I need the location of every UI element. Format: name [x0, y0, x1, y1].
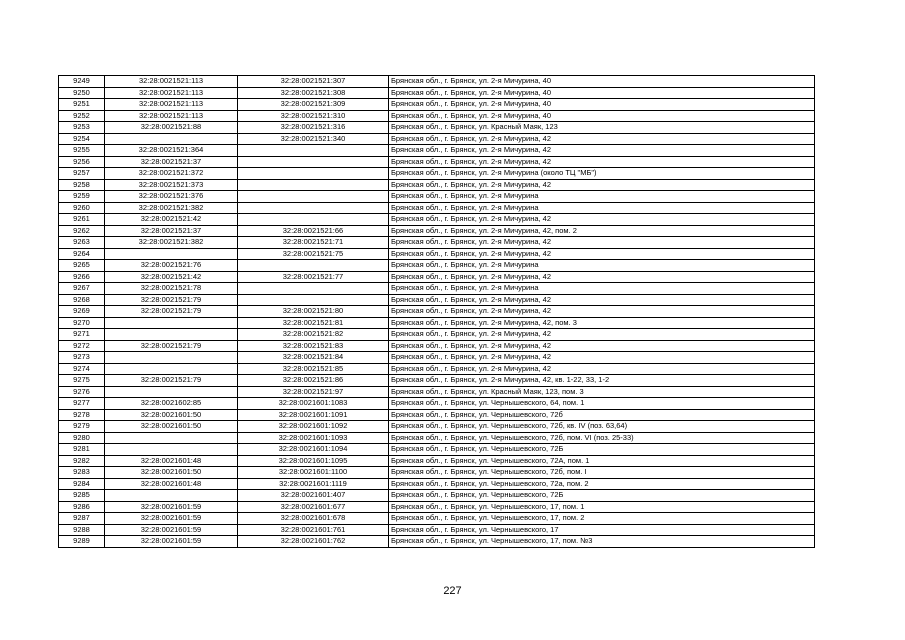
address-cell: Брянская обл., г. Брянск, ул. Чернышевского, 72б, пом. I: [389, 467, 815, 479]
source-parcel-cell: 32:28:0021521:42: [105, 214, 238, 226]
table-row: [59, 455, 815, 467]
object-number-cell: [238, 179, 389, 191]
source-parcel-cell: 32:28:0021602:85: [105, 398, 238, 410]
table-row: [59, 317, 815, 329]
source-parcel-cell: [105, 363, 238, 375]
address-cell: Брянская обл., г. Брянск, ул. 2-я Мичурина, 40: [389, 110, 815, 122]
address-cell: Брянская обл., г. Брянск, ул. Чернышевского, 17: [389, 524, 815, 536]
object-number-cell: 32:28:0021601:1119: [238, 478, 389, 490]
table-row: [59, 386, 815, 398]
source-parcel-cell: 32:28:0021521:382: [105, 237, 238, 249]
address-cell: Брянская обл., г. Брянск, ул. Чернышевского, 17, пом. 2: [389, 513, 815, 525]
row-number-cell: 9264: [59, 248, 105, 260]
object-number-cell: 32:28:0021521:86: [238, 375, 389, 387]
source-parcel-cell: 32:28:0021601:48: [105, 478, 238, 490]
object-number-cell: 32:28:0021601:1100: [238, 467, 389, 479]
row-number-cell: 9259: [59, 191, 105, 203]
table-row: [59, 363, 815, 375]
row-number-cell: 9279: [59, 421, 105, 433]
row-number-cell: 9286: [59, 501, 105, 513]
address-cell: Брянская обл., г. Брянск, ул. 2-я Мичурина, 42: [389, 237, 815, 249]
row-number-cell: 9278: [59, 409, 105, 421]
source-parcel-cell: [105, 352, 238, 364]
address-cell: Брянская обл., г. Брянск, ул. Чернышевского, 72б, кв. IV (поз. 63,64): [389, 421, 815, 433]
source-parcel-cell: [105, 386, 238, 398]
object-number-cell: [238, 214, 389, 226]
address-cell: Брянская обл., г. Брянск, ул. 2-я Мичурина: [389, 202, 815, 214]
row-number-cell: 9282: [59, 455, 105, 467]
row-number-cell: 9268: [59, 294, 105, 306]
object-number-cell: 32:28:0021601:1091: [238, 409, 389, 421]
object-number-cell: [238, 294, 389, 306]
source-parcel-cell: [105, 490, 238, 502]
table-row: [59, 156, 815, 168]
row-number-cell: 9258: [59, 179, 105, 191]
table-row: [59, 271, 815, 283]
table-row: [59, 110, 815, 122]
source-parcel-cell: 32:28:0021521:37: [105, 156, 238, 168]
row-number-cell: 9288: [59, 524, 105, 536]
cadastral-table: [58, 75, 815, 548]
source-parcel-cell: [105, 133, 238, 145]
object-number-cell: 32:28:0021521:307: [238, 76, 389, 88]
row-number-cell: 9275: [59, 375, 105, 387]
table-row: [59, 191, 815, 203]
object-number-cell: 32:28:0021601:407: [238, 490, 389, 502]
object-number-cell: 32:28:0021521:308: [238, 87, 389, 99]
table-row: [59, 432, 815, 444]
row-number-cell: 9283: [59, 467, 105, 479]
table-row: [59, 398, 815, 410]
object-number-cell: 32:28:0021601:1083: [238, 398, 389, 410]
address-cell: Брянская обл., г. Брянск, ул. 2-я Мичурина, 42, пом. 3: [389, 317, 815, 329]
source-parcel-cell: 32:28:0021601:59: [105, 536, 238, 548]
row-number-cell: 9260: [59, 202, 105, 214]
address-cell: Брянская обл., г. Брянск, ул. 2-я Мичурина, 42: [389, 363, 815, 375]
table-row: [59, 99, 815, 111]
source-parcel-cell: 32:28:0021601:50: [105, 421, 238, 433]
address-cell: Брянская обл., г. Брянск, ул. 2-я Мичурина, 42: [389, 340, 815, 352]
table-body: [59, 76, 815, 548]
address-cell: Брянская обл., г. Брянск, ул. Чернышевского, 72б: [389, 409, 815, 421]
object-number-cell: 32:28:0021521:82: [238, 329, 389, 341]
object-number-cell: 32:28:0021521:310: [238, 110, 389, 122]
address-cell: Брянская обл., г. Брянск, ул. 2-я Мичурина, 42, пом. 2: [389, 225, 815, 237]
table-row: [59, 340, 815, 352]
table-row: [59, 283, 815, 295]
table-row: [59, 225, 815, 237]
table-row: [59, 375, 815, 387]
object-number-cell: 32:28:0021601:677: [238, 501, 389, 513]
source-parcel-cell: 32:28:0021521:372: [105, 168, 238, 180]
table-row: [59, 409, 815, 421]
table-row: [59, 501, 815, 513]
document-page: [58, 75, 814, 548]
address-cell: Брянская обл., г. Брянск, ул. 2-я Мичурина, 42: [389, 156, 815, 168]
row-number-cell: 9252: [59, 110, 105, 122]
row-number-cell: 9267: [59, 283, 105, 295]
row-number-cell: 9265: [59, 260, 105, 272]
row-number-cell: 9254: [59, 133, 105, 145]
source-parcel-cell: 32:28:0021601:59: [105, 501, 238, 513]
source-parcel-cell: 32:28:0021521:113: [105, 87, 238, 99]
table-row: [59, 87, 815, 99]
row-number-cell: 9255: [59, 145, 105, 157]
source-parcel-cell: [105, 432, 238, 444]
source-parcel-cell: 32:28:0021521:79: [105, 306, 238, 318]
table-row: [59, 467, 815, 479]
source-parcel-cell: 32:28:0021601:59: [105, 513, 238, 525]
source-parcel-cell: 32:28:0021521:37: [105, 225, 238, 237]
address-cell: Брянская обл., г. Брянск, ул. 2-я Мичурина, 40: [389, 99, 815, 111]
row-number-cell: 9266: [59, 271, 105, 283]
address-cell: Брянская обл., г. Брянск, ул. Чернышевского, 72А, пом. 1: [389, 455, 815, 467]
row-number-cell: 9274: [59, 363, 105, 375]
address-cell: Брянская обл., г. Брянск, ул. 2-я Мичурина, 42, кв. 1-22, 33, 1-2: [389, 375, 815, 387]
source-parcel-cell: 32:28:0021521:79: [105, 340, 238, 352]
table-row: [59, 122, 815, 134]
object-number-cell: [238, 202, 389, 214]
address-cell: Брянская обл., г. Брянск, ул. 2-я Мичурина, 42: [389, 248, 815, 260]
source-parcel-cell: 32:28:0021601:50: [105, 409, 238, 421]
table-row: [59, 306, 815, 318]
object-number-cell: [238, 260, 389, 272]
source-parcel-cell: [105, 317, 238, 329]
object-number-cell: 32:28:0021521:75: [238, 248, 389, 260]
address-cell: Брянская обл., г. Брянск, ул. Чернышевского, 72Б: [389, 490, 815, 502]
page-number: 227: [443, 585, 462, 597]
row-number-cell: 9281: [59, 444, 105, 456]
source-parcel-cell: 32:28:0021521:113: [105, 110, 238, 122]
table-row: [59, 421, 815, 433]
address-cell: Брянская обл., г. Брянск, ул. 2-я Мичурина, 40: [389, 76, 815, 88]
table-row: [59, 133, 815, 145]
source-parcel-cell: [105, 444, 238, 456]
table-row: [59, 179, 815, 191]
object-number-cell: 32:28:0021601:762: [238, 536, 389, 548]
address-cell: Брянская обл., г. Брянск, ул. 2-я Мичурина: [389, 260, 815, 272]
row-number-cell: 9263: [59, 237, 105, 249]
address-cell: Брянская обл., г. Брянск, ул. Чернышевского, 72б, пом. VI (поз. 25-33): [389, 432, 815, 444]
table-row: [59, 478, 815, 490]
address-cell: Брянская обл., г. Брянск, ул. 2-я Мичурина, 42: [389, 179, 815, 191]
table-row: [59, 513, 815, 525]
row-number-cell: 9253: [59, 122, 105, 134]
address-cell: Брянская обл., г. Брянск, ул. Красный Маяк, 123: [389, 122, 815, 134]
object-number-cell: [238, 168, 389, 180]
source-parcel-cell: 32:28:0021521:42: [105, 271, 238, 283]
source-parcel-cell: 32:28:0021521:376: [105, 191, 238, 203]
row-number-cell: 9249: [59, 76, 105, 88]
row-number-cell: 9257: [59, 168, 105, 180]
row-number-cell: 9280: [59, 432, 105, 444]
source-parcel-cell: 32:28:0021601:59: [105, 524, 238, 536]
object-number-cell: [238, 156, 389, 168]
table-row: [59, 76, 815, 88]
source-parcel-cell: 32:28:0021521:382: [105, 202, 238, 214]
object-number-cell: 32:28:0021521:316: [238, 122, 389, 134]
object-number-cell: 32:28:0021521:85: [238, 363, 389, 375]
row-number-cell: 9262: [59, 225, 105, 237]
source-parcel-cell: 32:28:0021521:79: [105, 375, 238, 387]
address-cell: Брянская обл., г. Брянск, ул. 2-я Мичурина, 42: [389, 214, 815, 226]
table-row: [59, 145, 815, 157]
object-number-cell: 32:28:0021521:66: [238, 225, 389, 237]
source-parcel-cell: 32:28:0021521:78: [105, 283, 238, 295]
table-row: [59, 214, 815, 226]
address-cell: Брянская обл., г. Брянск, ул. 2-я Мичурина, 40: [389, 87, 815, 99]
address-cell: Брянская обл., г. Брянск, ул. 2-я Мичурина, 42: [389, 329, 815, 341]
row-number-cell: 9271: [59, 329, 105, 341]
table-row: [59, 248, 815, 260]
object-number-cell: 32:28:0021601:1095: [238, 455, 389, 467]
address-cell: Брянская обл., г. Брянск, ул. 2-я Мичурина, 42: [389, 133, 815, 145]
row-number-cell: 9287: [59, 513, 105, 525]
row-number-cell: 9250: [59, 87, 105, 99]
object-number-cell: [238, 283, 389, 295]
object-number-cell: 32:28:0021521:340: [238, 133, 389, 145]
address-cell: Брянская обл., г. Брянск, ул. Чернышевского, 17, пом. №3: [389, 536, 815, 548]
table-row: [59, 168, 815, 180]
address-cell: Брянская обл., г. Брянск, ул. 2-я Мичурина: [389, 191, 815, 203]
address-cell: Брянская обл., г. Брянск, ул. Чернышевского, 72Б: [389, 444, 815, 456]
table-row: [59, 444, 815, 456]
table-row: [59, 237, 815, 249]
row-number-cell: 9289: [59, 536, 105, 548]
object-number-cell: 32:28:0021521:97: [238, 386, 389, 398]
object-number-cell: 32:28:0021521:71: [238, 237, 389, 249]
source-parcel-cell: 32:28:0021521:76: [105, 260, 238, 272]
table-row: [59, 260, 815, 272]
row-number-cell: 9273: [59, 352, 105, 364]
object-number-cell: 32:28:0021601:1093: [238, 432, 389, 444]
row-number-cell: 9269: [59, 306, 105, 318]
table-row: [59, 294, 815, 306]
source-parcel-cell: 32:28:0021521:113: [105, 99, 238, 111]
object-number-cell: 32:28:0021521:309: [238, 99, 389, 111]
row-number-cell: 9285: [59, 490, 105, 502]
table-row: [59, 352, 815, 364]
address-cell: Брянская обл., г. Брянск, ул. Чернышевского, 64, пом. 1: [389, 398, 815, 410]
object-number-cell: [238, 145, 389, 157]
object-number-cell: 32:28:0021601:1092: [238, 421, 389, 433]
object-number-cell: [238, 191, 389, 203]
source-parcel-cell: 32:28:0021521:364: [105, 145, 238, 157]
address-cell: Брянская обл., г. Брянск, ул. Чернышевского, 72а, пом. 2: [389, 478, 815, 490]
address-cell: Брянская обл., г. Брянск, ул. 2-я Мичурина: [389, 283, 815, 295]
source-parcel-cell: 32:28:0021601:48: [105, 455, 238, 467]
source-parcel-cell: [105, 248, 238, 260]
source-parcel-cell: 32:28:0021521:79: [105, 294, 238, 306]
source-parcel-cell: 32:28:0021601:50: [105, 467, 238, 479]
address-cell: Брянская обл., г. Брянск, ул. 2-я Мичурина, 42: [389, 294, 815, 306]
source-parcel-cell: 32:28:0021521:113: [105, 76, 238, 88]
row-number-cell: 9251: [59, 99, 105, 111]
address-cell: Брянская обл., г. Брянск, ул. 2-я Мичурина, 42: [389, 306, 815, 318]
row-number-cell: 9276: [59, 386, 105, 398]
row-number-cell: 9261: [59, 214, 105, 226]
source-parcel-cell: [105, 329, 238, 341]
address-cell: Брянская обл., г. Брянск, ул. 2-я Мичурина (около ТЦ "МБ"): [389, 168, 815, 180]
row-number-cell: 9284: [59, 478, 105, 490]
address-cell: Брянская обл., г. Брянск, ул. 2-я Мичурина, 42: [389, 271, 815, 283]
address-cell: Брянская обл., г. Брянск, ул. 2-я Мичурина, 42: [389, 145, 815, 157]
address-cell: Брянская обл., г. Брянск, ул. Чернышевского, 17, пом. 1: [389, 501, 815, 513]
address-cell: Брянская обл., г. Брянск, ул. 2-я Мичурина, 42: [389, 352, 815, 364]
table-row: [59, 329, 815, 341]
row-number-cell: 9272: [59, 340, 105, 352]
table-row: [59, 490, 815, 502]
object-number-cell: 32:28:0021521:77: [238, 271, 389, 283]
table-row: [59, 536, 815, 548]
object-number-cell: 32:28:0021521:80: [238, 306, 389, 318]
row-number-cell: 9256: [59, 156, 105, 168]
source-parcel-cell: 32:28:0021521:88: [105, 122, 238, 134]
object-number-cell: 32:28:0021521:81: [238, 317, 389, 329]
object-number-cell: 32:28:0021521:84: [238, 352, 389, 364]
object-number-cell: 32:28:0021601:1094: [238, 444, 389, 456]
table-row: [59, 524, 815, 536]
object-number-cell: 32:28:0021601:761: [238, 524, 389, 536]
object-number-cell: 32:28:0021521:83: [238, 340, 389, 352]
row-number-cell: 9277: [59, 398, 105, 410]
row-number-cell: 9270: [59, 317, 105, 329]
source-parcel-cell: 32:28:0021521:373: [105, 179, 238, 191]
address-cell: Брянская обл., г. Брянск, ул. Красный Маяк, 123, пом. 3: [389, 386, 815, 398]
table-row: [59, 202, 815, 214]
object-number-cell: 32:28:0021601:678: [238, 513, 389, 525]
